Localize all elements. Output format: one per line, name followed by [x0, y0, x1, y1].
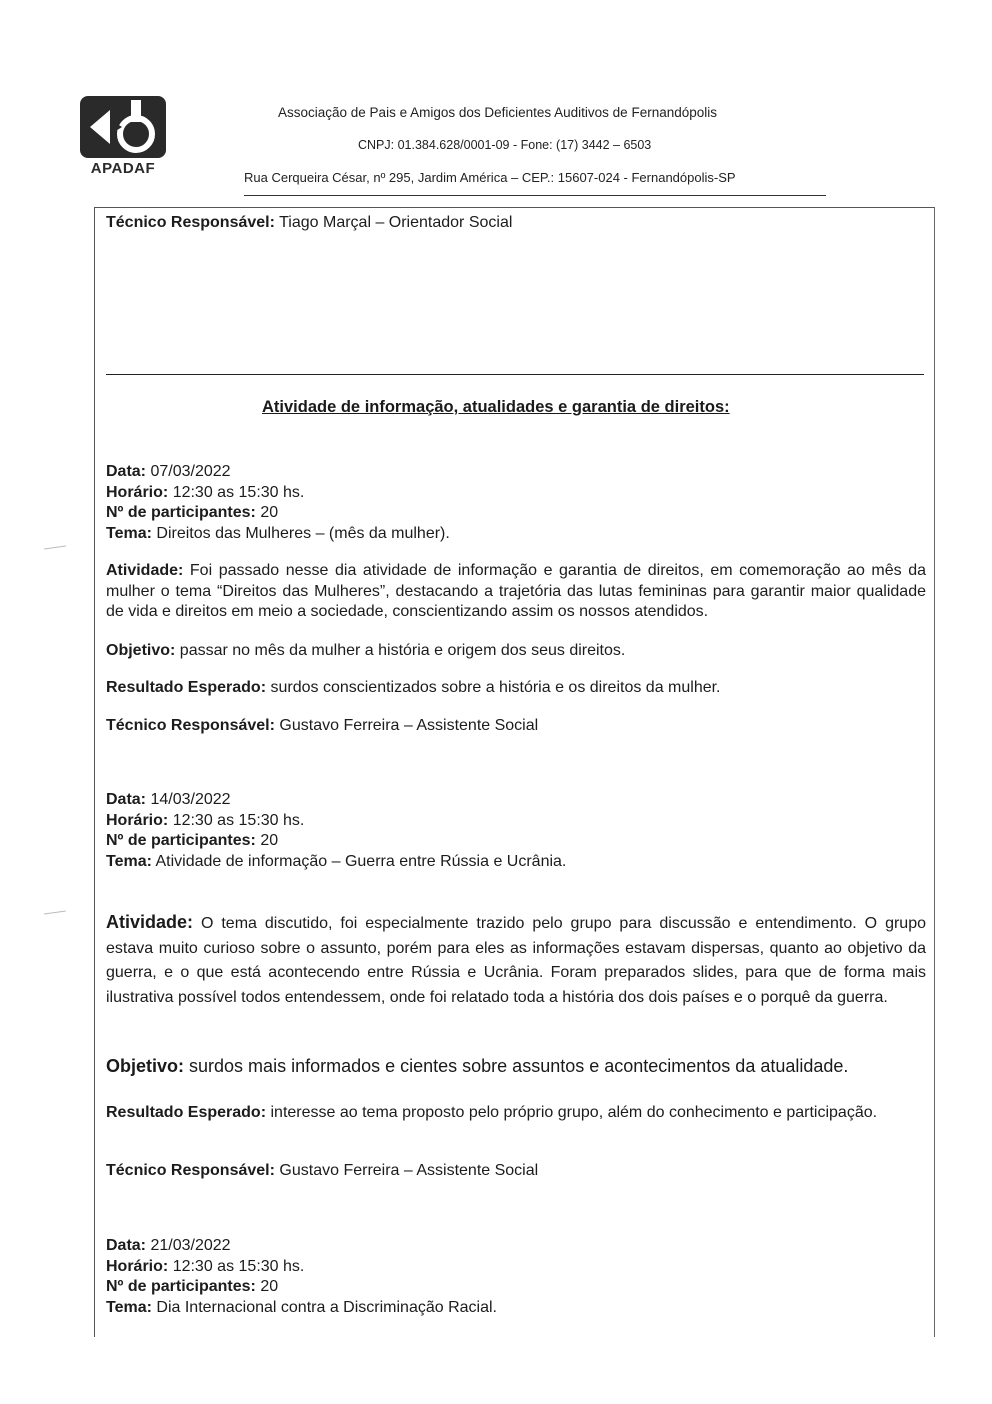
section-divider	[106, 374, 924, 375]
entry-3-tema-label: Tema:	[106, 1298, 152, 1316]
entry-2-resultado	[106, 1103, 926, 1124]
entry-2-data: 14/03/2022	[150, 791, 231, 808]
entry-2-tema-label: Tema:	[106, 852, 152, 870]
entry-2-tecnico-label: Técnico Responsável:	[106, 1162, 275, 1179]
logo-wordmark: APADAF	[90, 160, 156, 177]
address: Rua Cerqueira César, nº 295, Jardim América – CEP.: 15607-024 - Fernandópolis-SP	[244, 170, 736, 185]
entry-2-meta	[106, 790, 566, 872]
cnpj-phone: CNPJ: 01.384.628/0001-09 - Fone: (17) 3442 – 6503	[358, 138, 652, 152]
top-technician-label: Técnico Responsável:	[106, 214, 275, 231]
entry-2-objetivo-label: Objetivo:	[106, 1056, 185, 1076]
entry-1-tecnico-text: Gustavo Ferreira – Assistente Social	[279, 717, 539, 734]
section-title: Atividade de informação, atualidades e garantia de direitos:	[262, 398, 730, 416]
entry-1-objetivo-label: Objetivo:	[106, 642, 176, 659]
entry-2-tema: Atividade de informação – Guerra entre Rússia e Ucrânia.	[155, 852, 567, 870]
entry-1-horario: 12:30 as 15:30 hs.	[172, 483, 305, 501]
entry-1-participantes: 20	[260, 504, 279, 521]
entry-2-objetivo	[106, 1055, 848, 1077]
entry-3-data: 21/03/2022	[150, 1237, 231, 1254]
entry-3-tema: Dia Internacional contra a Discriminação Racial.	[156, 1298, 497, 1316]
top-technician	[106, 213, 512, 234]
scan-margin-mark	[44, 545, 66, 549]
top-technician-value: Tiago Marçal – Orientador Social	[279, 214, 513, 231]
entry-3-horario-label: Horário:	[106, 1257, 169, 1275]
entry-2-resultado-label: Resultado Esperado:	[106, 1104, 267, 1121]
entry-3-data-label: Data:	[106, 1237, 147, 1254]
entry-1-participantes-label: Nº de participantes:	[106, 504, 256, 521]
entry-1-atividade	[106, 561, 926, 623]
entry-2-tecnico	[106, 1161, 538, 1182]
entry-2-horario-label: Horário:	[106, 811, 169, 829]
entry-2-data-label: Data:	[106, 791, 147, 808]
entry-1-tema-label: Tema:	[106, 524, 152, 542]
entry-2-horario: 12:30 as 15:30 hs.	[172, 811, 305, 829]
org-name: Associação de Pais e Amigos dos Deficientes Auditivos de Fernandópolis	[278, 105, 718, 120]
entry-1-resultado-text: surdos conscientizados sobre a história e os direitos da mulher.	[270, 679, 721, 696]
entry-2-participantes: 20	[260, 832, 279, 849]
entry-2-resultado-text: interesse ao tema proposto pelo próprio grupo, além do conhecimento e participação.	[270, 1104, 878, 1121]
frame-right-border	[934, 207, 935, 1337]
entry-2-atividade-text: O tema discutido, foi especialmente trazido pelo grupo para discussão e entendimento. O grupo estava muito curioso sobre o assunto, porém para eles as informações estavam dispersas, quanto ao objetivo da guerra, e o que está acontecendo entre Rússia e Ucrânia. Foram preparados slides, para que de forma mais ilustrativa possível todos entendessem, onde foi relatado toda a história dos dois países e o porquê da guerra.	[106, 915, 926, 1006]
entry-2-objetivo-text: surdos mais informados e cientes sobre assuntos e acontecimentos da atualidade.	[189, 1056, 849, 1076]
entry-1-meta	[106, 462, 450, 544]
entry-3-meta	[106, 1236, 497, 1318]
entry-1-resultado	[106, 678, 721, 699]
entry-1-atividade-text: Foi passado nesse dia atividade de informação e garantia de direitos, em comemoração ao mês da mulher o tema “Direitos das Mulheres”, destacando a trajetória das lutas femininas para garantir maior qualidade de vida e direitos em meio a sociedade, conscientizando assim os nossos atendidos.	[106, 562, 926, 620]
scan-margin-mark	[44, 910, 66, 914]
frame-top-border	[94, 207, 934, 208]
entry-3-participantes-label: Nº de participantes:	[106, 1278, 256, 1295]
entry-1-data-label: Data:	[106, 463, 147, 480]
entry-1-tecnico-label: Técnico Responsável:	[106, 717, 275, 734]
entry-1-data: 07/03/2022	[150, 463, 231, 480]
entry-1-atividade-label: Atividade:	[106, 562, 184, 579]
entry-1-tema: Direitos das Mulheres – (mês da mulher).	[156, 524, 450, 542]
entry-1-tecnico	[106, 716, 538, 737]
entry-1-objetivo	[106, 641, 625, 662]
frame-left-border	[94, 207, 95, 1337]
entry-1-resultado-label: Resultado Esperado:	[106, 679, 267, 696]
entry-3-horario: 12:30 as 15:30 hs.	[172, 1257, 305, 1275]
entry-1-objetivo-text: passar no mês da mulher a história e origem dos seus direitos.	[179, 642, 626, 659]
entry-2-atividade-label: Atividade:	[106, 912, 194, 932]
entry-1-horario-label: Horário:	[106, 483, 169, 501]
header-divider	[244, 195, 826, 196]
entry-2-participantes-label: Nº de participantes:	[106, 832, 256, 849]
entry-2-atividade	[106, 910, 926, 1010]
entry-2-tecnico-text: Gustavo Ferreira – Assistente Social	[279, 1162, 539, 1179]
entry-3-participantes: 20	[260, 1278, 279, 1295]
